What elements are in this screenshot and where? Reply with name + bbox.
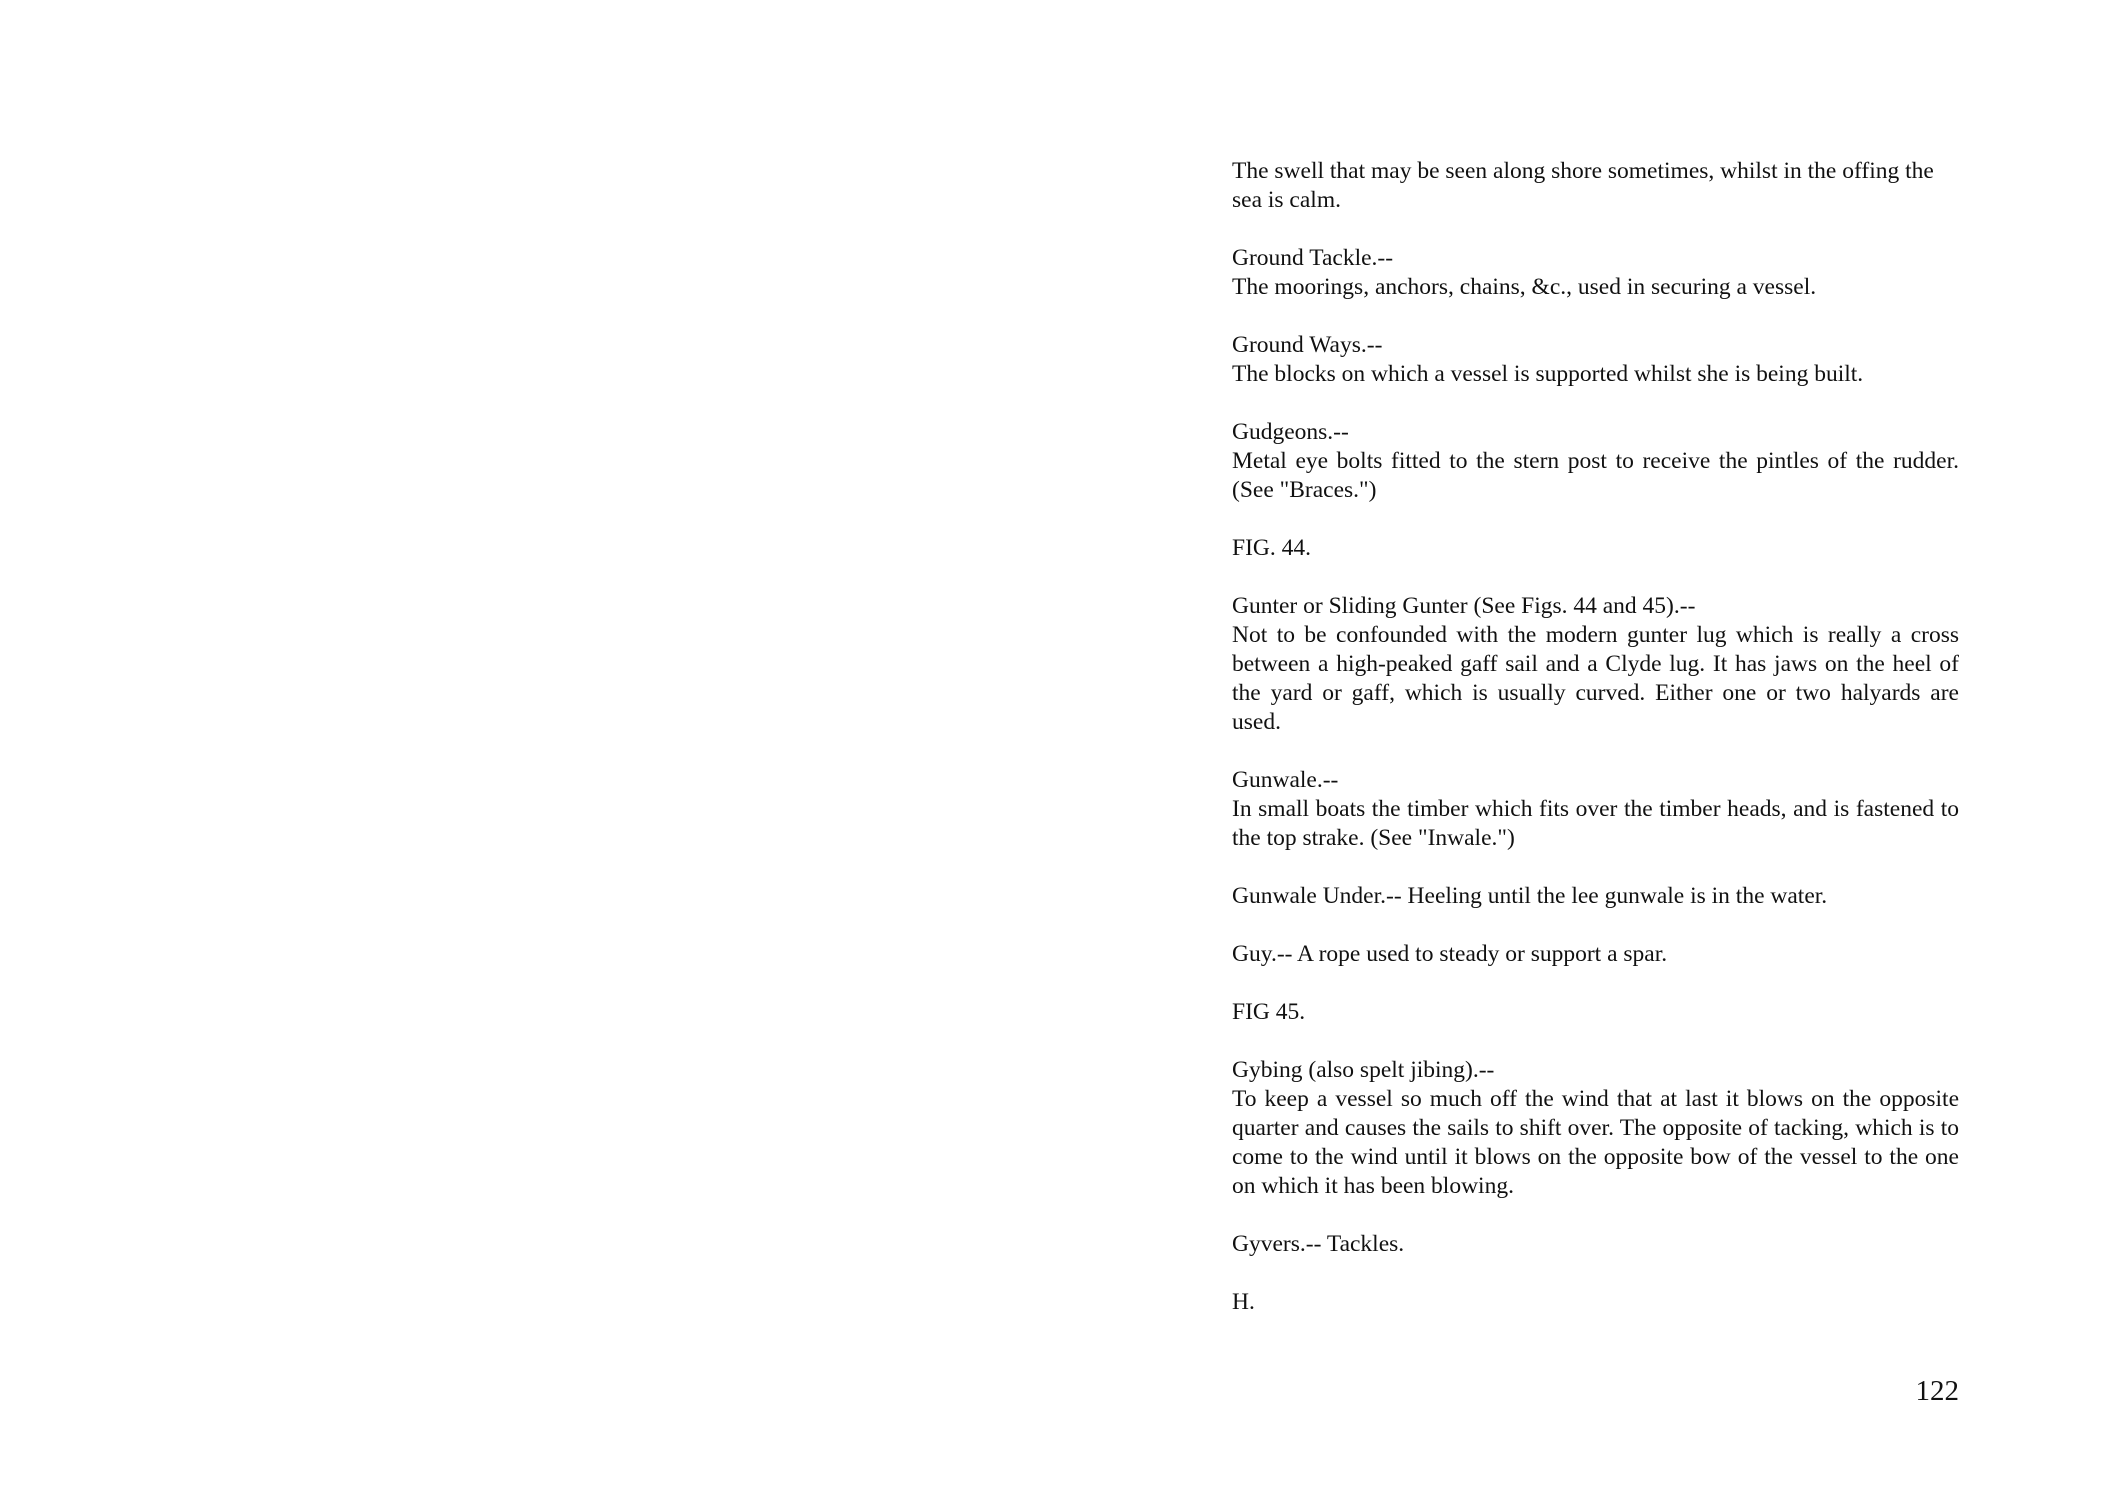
entry-body: The blocks on which a vessel is supported whilst she is being built.	[1232, 361, 1864, 387]
figure-label: FIG 45.	[1232, 999, 1306, 1025]
glossary-entry	[1232, 157, 1959, 215]
figure-caption	[1232, 534, 1959, 563]
entry-body: Not to be confounded with the modern gunter lug which is really a cross between a high-peaked gaff sail and a Clyde lug. It has jaws on the heel of the yard or gaff, which is usually curved. Either one or two halyards are used.	[1232, 622, 1959, 735]
section-heading: H.	[1232, 1289, 1255, 1315]
glossary-entry	[1232, 331, 1959, 389]
glossary-entry	[1232, 766, 1959, 853]
glossary-entry	[1232, 418, 1959, 505]
entry-body: Guy.-- A rope used to steady or support a spar.	[1232, 941, 1668, 967]
entry-body: Gyvers.-- Tackles.	[1232, 1231, 1405, 1257]
glossary-entry	[1232, 940, 1959, 969]
glossary-entry	[1232, 592, 1959, 737]
entry-heading: Gunwale.--	[1232, 767, 1339, 793]
glossary-entry	[1232, 1230, 1959, 1259]
figure-label: FIG. 44.	[1232, 535, 1311, 561]
glossary-entry	[1232, 1056, 1959, 1201]
section-letter	[1232, 1288, 1959, 1317]
glossary-entry	[1232, 882, 1959, 911]
left-page-blank	[0, 0, 1052, 1489]
glossary-text-column	[1232, 157, 1959, 1346]
entry-body: To keep a vessel so much off the wind that at last it blows on the opposite quarter and causes the sails to shift over. The opposite of tacking, which is to come to the wind until it blows on the opposite bow of the vessel to the one on which it has been blowing.	[1232, 1086, 1959, 1199]
entry-body: The swell that may be seen along shore sometimes, whilst in the offing the sea is calm.	[1232, 158, 1934, 213]
figure-caption	[1232, 998, 1959, 1027]
entry-heading: Ground Ways.--	[1232, 332, 1383, 358]
glossary-entry	[1232, 244, 1959, 302]
entry-body: The moorings, anchors, chains, &c., used in securing a vessel.	[1232, 274, 1817, 300]
entry-body: Gunwale Under.-- Heeling until the lee gunwale is in the water.	[1232, 883, 1828, 909]
entry-heading: Gunter or Sliding Gunter (See Figs. 44 and 45).--	[1232, 593, 1696, 619]
entry-body: In small boats the timber which fits over the timber heads, and is fastened to the top strake. (See "Inwale.")	[1232, 796, 1959, 851]
page-number: 122	[1915, 1375, 1959, 1407]
right-page	[1052, 0, 2105, 1489]
entry-heading: Gudgeons.--	[1232, 419, 1349, 445]
entry-heading: Ground Tackle.--	[1232, 245, 1394, 271]
entry-body: Metal eye bolts fitted to the stern post to receive the pintles of the rudder. (See "Braces.")	[1232, 448, 1959, 503]
entry-heading: Gybing (also spelt jibing).--	[1232, 1057, 1495, 1083]
